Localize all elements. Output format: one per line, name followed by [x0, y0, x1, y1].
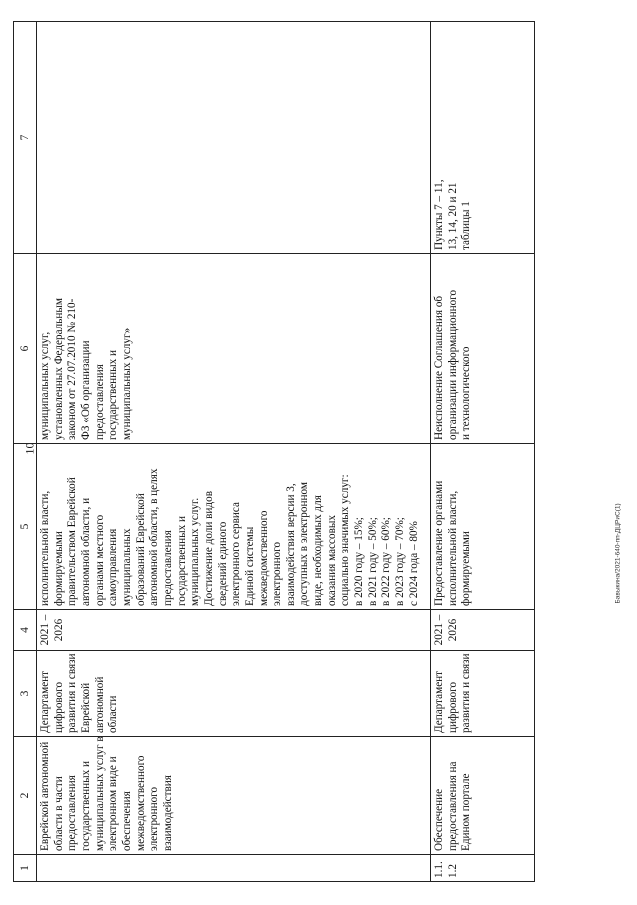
cell-text-line: исполнительной власти, [446, 490, 459, 606]
cell-text-line: электронного [271, 541, 284, 606]
cell-text-line: развития и связи [66, 653, 79, 733]
cell-result [37, 444, 431, 610]
page-number: 10 [22, 442, 37, 455]
cell-text-line: Достижение доли видов [202, 491, 215, 606]
cell-text-line: муниципальных услуг, [39, 331, 51, 440]
cell-number: 1.1.1.2 [431, 855, 535, 882]
cell-text-line: исполнительной власти, [39, 490, 51, 606]
cell-text-line: цифрового [52, 681, 65, 733]
cell-text-line: Департамент [39, 670, 51, 733]
cell-name [431, 737, 535, 855]
cell-text-line: доступных в электронном [298, 482, 311, 606]
cell-text-line: 2026 [446, 618, 459, 642]
cell-text-line: предоставления на [446, 761, 459, 851]
cell-text-line: формируемыми [52, 531, 65, 606]
cell-text-line: Единой системы [243, 526, 256, 606]
cell-text-line: Еврейской [79, 682, 92, 733]
cell-text-line: муниципальных услуг» [120, 327, 133, 440]
cell-text-line: образований Еврейской [134, 493, 147, 606]
document-code: Бавыкина/2021-640-пп-ДЦРиС(1) [614, 503, 622, 604]
cell-indicator-link [431, 22, 535, 254]
cell-period [37, 610, 431, 651]
cell-text-line: предоставления [93, 364, 106, 440]
cell-text-line: таблицы 1 [460, 201, 473, 250]
table-header-row [14, 22, 37, 882]
cell-text-line: предоставления [161, 530, 174, 606]
cell-text-line: автономной области, и [79, 497, 92, 606]
cell-text-line: Предоставление органами [433, 480, 445, 606]
cell-text-line: электронного [148, 786, 161, 851]
cell-text-line: Обеспечение [433, 788, 445, 851]
cell-text-line: Неисполнение Соглашения об [433, 295, 445, 440]
cell-text-line: области [107, 695, 120, 733]
cell-text-line: муниципальных услуг в [93, 736, 106, 851]
cell-consequences [431, 254, 535, 444]
cell-period [431, 610, 535, 651]
cell-text-line: Департамент [433, 670, 445, 733]
cell-text-line: 13, 14, 20 и 21 [446, 182, 459, 250]
cell-executor [431, 651, 535, 737]
cell-text-line: сведений единого [216, 521, 229, 606]
cell-text-line: 2021 – [39, 614, 51, 646]
cell-text-line: Едином портале [460, 773, 473, 851]
cell-text-line: установленных Федеральным [52, 298, 65, 440]
cell-text-line: обеспечения [120, 791, 133, 851]
document-table [13, 21, 535, 882]
header-col-5: 5 [14, 444, 37, 610]
cell-text-line: правительством Еврейской [66, 477, 79, 606]
cell-text-line: Еврейской автономной [39, 741, 51, 851]
header-col-1: 1 [14, 855, 37, 882]
cell-text-line: социально значимых услуг: [339, 474, 352, 606]
cell-text-line: в 2021 году – 50%; [366, 517, 379, 606]
cell-text-line: и технологического [460, 346, 473, 440]
cell-text-line: межведомственного [134, 755, 147, 851]
cell-text-line: 2026 [52, 618, 65, 642]
cell-text-line: законом от 27.07.2010 № 210- [66, 298, 79, 440]
cell-text-line: взаимодействия [161, 775, 174, 851]
cell-text-line: организации информационного [446, 289, 459, 440]
cell-text-line: ФЗ «Об организации [79, 340, 92, 440]
header-col-4: 4 [14, 610, 37, 651]
cell-name [37, 737, 431, 855]
cell-consequences [37, 254, 431, 444]
cell-text-line: развития и связи [460, 653, 473, 733]
cell-text-line: 2021 – [433, 614, 445, 646]
cell-text-line: цифрового [446, 681, 459, 733]
cell-text-line: электронного сервиса [230, 502, 243, 606]
header-col-7: 7 [14, 22, 37, 254]
cell-text-line: области в части [52, 776, 65, 851]
cell-text-line: государственных и [107, 349, 120, 440]
cell-text-line: муниципальных [120, 528, 133, 606]
rotated-table-wrapper [13, 22, 535, 882]
table-row [431, 22, 535, 882]
cell-text-line: межведомственного [257, 510, 270, 606]
header-col-2: 2 [14, 737, 37, 855]
cell-executor [37, 651, 431, 737]
cell-number [37, 855, 431, 882]
cell-text-line: в 2023 году – 70%; [394, 517, 407, 606]
cell-text-line: в 2022 году – 60%; [380, 517, 393, 606]
cell-text-line: оказания массовых [325, 514, 338, 606]
cell-text-line: виде, необходимых для [312, 495, 325, 606]
cell-text-line: автономной области, в целях [148, 468, 161, 606]
cell-text-line: муниципальных услуг. [189, 497, 202, 606]
cell-text-line: автономной [93, 676, 106, 733]
cell-text-line: формируемыми [460, 531, 473, 606]
cell-text-line: государственных и [175, 515, 188, 606]
table-row [37, 22, 431, 882]
cell-text-line: государственных и [79, 760, 92, 851]
cell-indicator-link [37, 22, 431, 254]
cell-text-line: органами местного [93, 514, 106, 606]
cell-text-line: Пункты 7 – 11, [433, 179, 445, 250]
cell-text-line: взаимодействия версии 3, [284, 483, 297, 606]
cell-text-line: в 2020 году – 15%; [353, 517, 366, 606]
header-col-6: 6 [14, 254, 37, 444]
cell-text-line: с 2024 года – 80% [407, 521, 420, 606]
cell-text-line: самоуправления [107, 528, 120, 606]
cell-text-line: предоставления [66, 775, 79, 851]
cell-text-line: электронном виде и [107, 756, 120, 851]
cell-result [431, 444, 535, 610]
header-col-3: 3 [14, 651, 37, 737]
